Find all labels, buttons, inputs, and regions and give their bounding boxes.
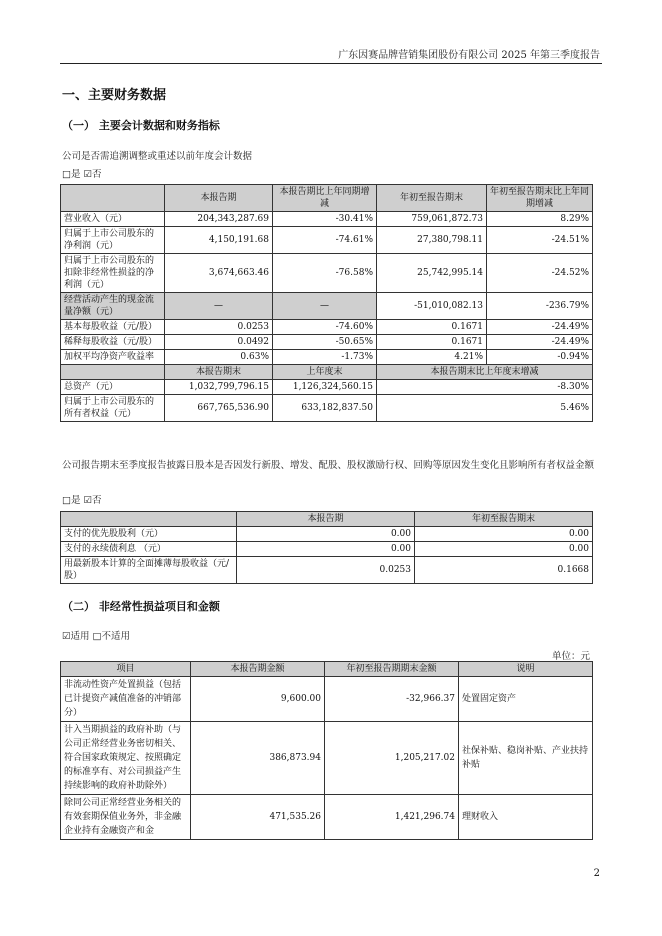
table-row <box>61 350 593 365</box>
table-cell: 处置固定资产 <box>459 677 593 722</box>
table-row <box>61 227 593 254</box>
table-row <box>61 212 593 227</box>
table-cell: — <box>165 293 273 320</box>
table-header-cell: 本报告期金额 <box>191 662 325 677</box>
table-cell: 5.46% <box>377 395 593 422</box>
table-cell: 社保补贴、稳岗补贴、产业扶持补贴 <box>459 722 593 795</box>
table-row <box>61 722 593 795</box>
row-label: 非流动性资产处置损益（包括已计提资产减值准备的冲销部分） <box>61 677 191 722</box>
row-label: 用最新股本计算的全面摊薄每股收益（元/股） <box>61 557 237 584</box>
table-cell: 27,380,798.11 <box>377 227 487 254</box>
row-label: 经营活动产生的现金流量净额（元） <box>61 293 165 320</box>
table-row <box>61 380 593 395</box>
table-cell: 386,873.94 <box>191 722 325 795</box>
row-label: 基本每股收益（元/股） <box>61 320 165 335</box>
table-cell: 8.29% <box>487 212 593 227</box>
table-cell: -24.49% <box>487 320 593 335</box>
table-cell: 0.0253 <box>165 320 273 335</box>
table-cell: 4,150,191.68 <box>165 227 273 254</box>
share-change-question: 公司报告期末至季度报告披露日股本是否因发行新股、增发、配股、股权激励行权、回购等原因发生变化且影响所有者权益金额 <box>62 460 595 471</box>
share-change-answer: □是 ☑否 <box>62 495 102 506</box>
table-cell: 3,674,663.46 <box>165 254 273 293</box>
row-label: 归属于上市公司股东的扣除非经常性损益的净利润（元） <box>61 254 165 293</box>
row-label: 归属于上市公司股东的净利润（元） <box>61 227 165 254</box>
table-cell: — <box>273 293 377 320</box>
table-cell: 633,182,837.50 <box>273 395 377 422</box>
table-cell: 0.0492 <box>165 335 273 350</box>
table-cell: -24.51% <box>487 227 593 254</box>
table-cell: -0.94% <box>487 350 593 365</box>
table-header-cell: 本报告期比上年同期增减 <box>273 185 377 212</box>
table-cell: 4.21% <box>377 350 487 365</box>
table-header-cell: 年初至报告期末 <box>415 512 593 527</box>
header-rule <box>60 63 602 64</box>
table-cell: 667,765,536.90 <box>165 395 273 422</box>
table-cell: -51,010,082.13 <box>377 293 487 320</box>
eps-table <box>60 511 593 584</box>
table-header-cell: 项目 <box>61 662 191 677</box>
table-cell: -24.49% <box>487 335 593 350</box>
row-label: 营业收入（元） <box>61 212 165 227</box>
unit-label: 单位：元 <box>551 651 590 662</box>
table-row <box>61 795 593 840</box>
table-cell: 0.0253 <box>237 557 415 584</box>
table-row <box>61 293 593 320</box>
table-cell: -236.79% <box>487 293 593 320</box>
table-cell: -24.52% <box>487 254 593 293</box>
table-cell: 1,421,296.74 <box>325 795 459 840</box>
table-cell: 理财收入 <box>459 795 593 840</box>
table-cell: -74.60% <box>273 320 377 335</box>
table-subheader-row <box>61 365 593 380</box>
table-cell: 0.1671 <box>377 320 487 335</box>
table-cell: 0.00 <box>415 542 593 557</box>
table-cell: -8.30% <box>377 380 593 395</box>
applicable-checkbox: ☑适用 □不适用 <box>62 631 131 642</box>
table-header-row <box>61 512 593 527</box>
table-header-cell: 本报告期 <box>237 512 415 527</box>
table-row <box>61 542 593 557</box>
row-label: 计入当期损益的政府补助（与公司正常经营业务密切相关、符合国家政策规定、按照确定的标准享有、对公司损益产生持续影响的政府补助除外） <box>61 722 191 795</box>
retro-question: 公司是否需追溯调整或重述以前年度会计数据 <box>62 151 253 162</box>
table-cell: 0.1668 <box>415 557 593 584</box>
table-row <box>61 335 593 350</box>
page-header: 广东因赛品牌营销集团股份有限公司 2025 年第三季度报告 <box>338 50 600 61</box>
table-cell: 759,061,872.73 <box>377 212 487 227</box>
table-cell: 0.00 <box>237 542 415 557</box>
table-header-row <box>61 185 593 212</box>
table-header-cell: 本报告期末 <box>165 365 273 380</box>
table-header-row <box>61 662 593 677</box>
non-recurring-table <box>60 661 593 840</box>
table-row <box>61 254 593 293</box>
table-cell: -74.61% <box>273 227 377 254</box>
page-number: 2 <box>593 868 600 879</box>
table-cell: -32,966.37 <box>325 677 459 722</box>
table-cell: 1,032,799,796.15 <box>165 380 273 395</box>
row-label: 归属于上市公司股东的所有者权益（元） <box>61 395 165 422</box>
row-label: 支付的优先股股利（元） <box>61 527 237 542</box>
table-header-cell <box>61 512 237 527</box>
row-label: 总资产（元） <box>61 380 165 395</box>
table-row <box>61 395 593 422</box>
table-header-cell: 年初至报告期末比上年同期增减 <box>487 185 593 212</box>
table-cell: 9,600.00 <box>191 677 325 722</box>
table-header-cell: 年初至报告期末 <box>377 185 487 212</box>
table-cell: 204,343,287.69 <box>165 212 273 227</box>
table-header-cell <box>61 365 165 380</box>
table-row <box>61 320 593 335</box>
table-header-cell: 说明 <box>459 662 593 677</box>
table-header-cell: 本报告期末比上年度末增减 <box>377 365 593 380</box>
table-cell: 0.00 <box>237 527 415 542</box>
table-header-cell: 年初至报告期期末金额 <box>325 662 459 677</box>
table-row <box>61 557 593 584</box>
section-title: 一、主要财务数据 <box>62 88 167 103</box>
table-header-cell <box>61 185 165 212</box>
table-cell: -50.65% <box>273 335 377 350</box>
row-label: 加权平均净资产收益率 <box>61 350 165 365</box>
table-cell: 1,205,217.02 <box>325 722 459 795</box>
table-cell: -1.73% <box>273 350 377 365</box>
table-cell: 471,535.26 <box>191 795 325 840</box>
key-financial-table <box>60 184 593 422</box>
table-cell: 0.00 <box>415 527 593 542</box>
table-cell: -76.58% <box>273 254 377 293</box>
table-cell: 0.63% <box>165 350 273 365</box>
table-cell: -30.41% <box>273 212 377 227</box>
table-header-cell: 本报告期 <box>165 185 273 212</box>
row-label: 稀释每股收益（元/股） <box>61 335 165 350</box>
table-header-cell: 上年度末 <box>273 365 377 380</box>
row-label: 支付的永续债利息 （元） <box>61 542 237 557</box>
table-cell: 0.1671 <box>377 335 487 350</box>
subsection-title-1: （一） 主要会计数据和财务指标 <box>62 119 220 132</box>
table-cell: 1,126,324,560.15 <box>273 380 377 395</box>
retro-answer: □是 ☑否 <box>62 169 102 180</box>
subsection-title-2: （二） 非经常性损益项目和金额 <box>62 600 220 613</box>
table-cell: 25,742,995.14 <box>377 254 487 293</box>
table-row <box>61 527 593 542</box>
row-label: 除同公司正常经营业务相关的有效套期保值业务外，非金融企业持有金融资产和金 <box>61 795 191 840</box>
table-row <box>61 677 593 722</box>
